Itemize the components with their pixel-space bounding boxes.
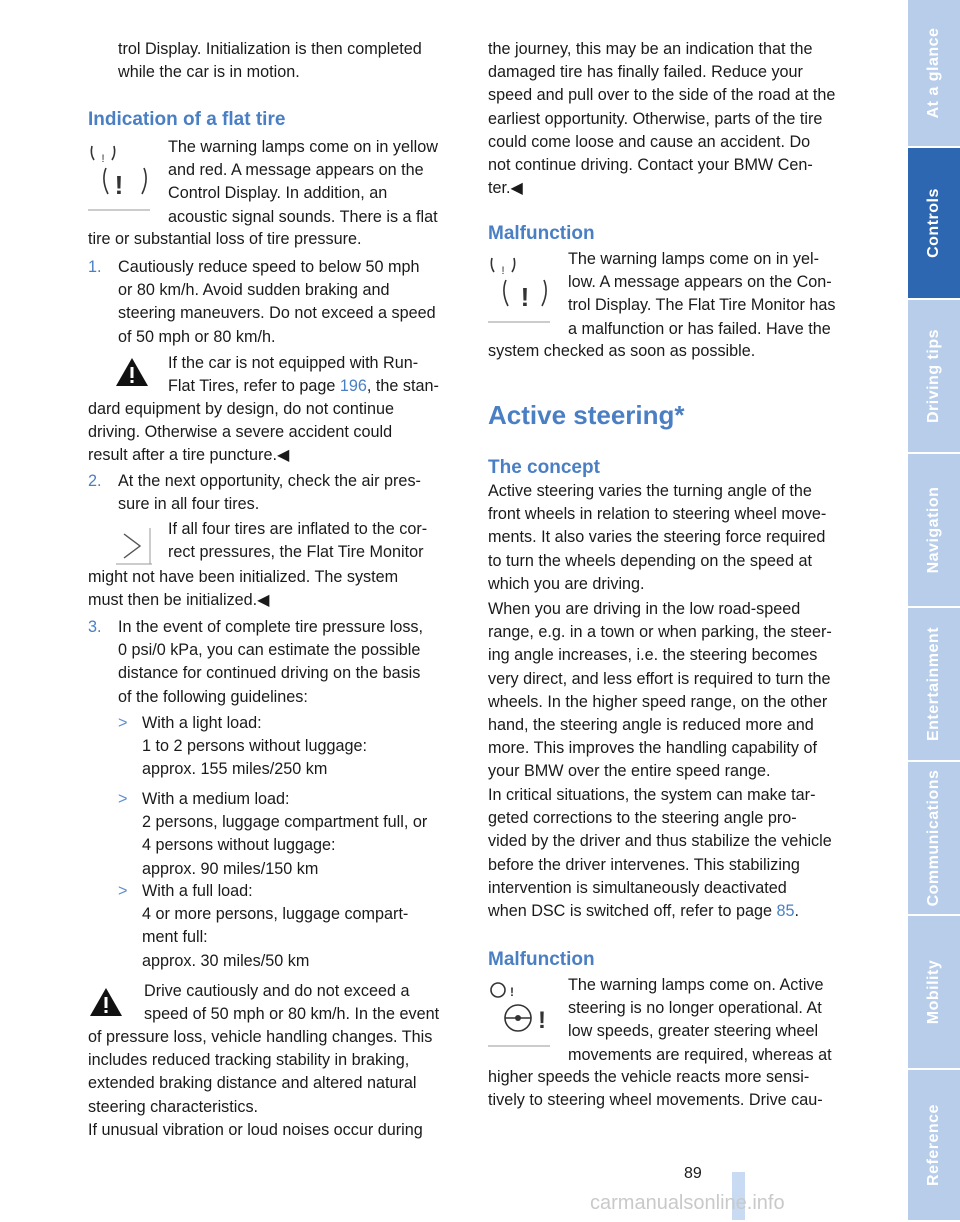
flat-tire-heading: Indication of a flat tire xyxy=(88,109,286,130)
malfunction-heading-2: Malfunction xyxy=(488,949,595,970)
tab-communications[interactable]: Communications xyxy=(908,762,960,916)
svg-text:!: ! xyxy=(114,170,124,200)
watermark: carmanualsonline.info xyxy=(590,1192,785,1214)
concept-heading: The concept xyxy=(488,457,600,478)
step-3: 3. In the event of complete tire pressure loss, 0 psi/0 kPa, you can estimate the possible distance for continued driving on the basis of the following guidelines: xyxy=(88,618,424,706)
step-2-note-cont: might not have been initialized. The system must then be initialized.◀ xyxy=(88,568,399,610)
caution-triangle-icon xyxy=(114,356,150,388)
page-196-link[interactable]: 196 xyxy=(339,377,367,396)
intro-text: trol Display. Initialization is then completed while the car is in motion. xyxy=(118,40,422,82)
pressure-warning: Drive cautiously and do not exceed a speed of 50 mph or 80 km/h. In the event xyxy=(144,982,440,1024)
malfunction-1-text-last: system checked as soon as possible. xyxy=(488,342,756,360)
step-1-warning-cont: dard equipment by design, do not continue driving. Otherwise a severe accident could result after a tire puncture.◀ xyxy=(88,400,394,465)
svg-text:!: ! xyxy=(538,1007,546,1034)
step-1-warning: If the car is not equipped with Run- Flat Tires, refer to page 196, the stan- xyxy=(168,354,439,396)
tab-reference[interactable]: Reference xyxy=(908,1070,960,1222)
concept-p2: When you are driving in the low road-speed range, e.g. in a town or when parking, the steer- ing angle increases, i.e. the steering becomes very direct, and less effort is required to turn the wheels. In the higher speed range, on the other hand, the steering angle is reduced more and more. This improves the handling capability of your BMW over the entire speed range. xyxy=(488,600,832,781)
tire-warning-icon xyxy=(488,254,550,324)
warning-continued: the journey, this may be an indication that the damaged tire has finally failed. Reduce your speed and pull over to the side of the road at the earliest opportunity. Otherwise, parts of the tire could come loose and cause an accident. Do not continue driving. Contact your BMW Cen- ter.◀ xyxy=(488,40,836,198)
svg-text:!: ! xyxy=(101,153,105,165)
page-number: 89 xyxy=(684,1165,702,1182)
pressure-warning-cont: of pressure loss, vehicle handling changes. This includes reduced tracking stability in braking, extended braking distance and altered natural steering characteristics. If unusual vibration or loud noises occur during xyxy=(88,1028,433,1139)
tab-controls[interactable]: Controls xyxy=(908,148,960,300)
step-2-note: If all four tires are inflated to the cor- rect pressures, the Flat Tire Monitor xyxy=(168,520,428,562)
end-mark: ◀ xyxy=(257,591,270,610)
malfunction-heading-1: Malfunction xyxy=(488,223,595,244)
svg-text:!: ! xyxy=(510,985,514,999)
tab-at-a-glance[interactable]: At a glance xyxy=(908,0,960,148)
page-85-link[interactable]: 85 xyxy=(776,902,795,921)
step-2: 2. At the next opportunity, check the air pres- sure in all four tires. xyxy=(88,472,421,514)
caution-triangle-icon xyxy=(88,986,124,1018)
end-mark: ◀ xyxy=(510,179,523,198)
malfunction-2-text-cont: higher speeds the vehicle reacts more sensi- tively to steering wheel movements. Drive cau- xyxy=(488,1068,823,1110)
malfunction-1-text: The warning lamps come on in yel- low. A message appears on the Con- trol Display. The Flat Tire Monitor has a malfunction or has failed. Have the xyxy=(568,250,836,338)
end-mark: ◀ xyxy=(276,446,290,465)
concept-p3: In critical situations, the system can make tar- geted corrections to the steering angle pro- vided by the driver and thus stabilize the vehicle before the driver intervenes. This stabilizing intervention is simultaneously deactivated when DSC is switched off, refer to page 85. xyxy=(488,786,832,921)
active-steering-title: Active steering* xyxy=(488,400,685,430)
malfunction-2-text: The warning lamps come on. Active steering is no longer operational. At low speeds, greater steering wheel movements are required, whereas at xyxy=(568,976,832,1064)
tab-driving-tips[interactable]: Driving tips xyxy=(908,300,960,454)
note-arrow-icon xyxy=(116,526,152,566)
tab-entertainment[interactable]: Entertainment xyxy=(908,608,960,762)
bullet-medium-load: > With a medium load: 2 persons, luggage compartment full, or 4 persons without luggage: approx. 90 miles/150 km xyxy=(118,790,428,878)
tab-mobility[interactable]: Mobility xyxy=(908,916,960,1070)
tire-warning-icon xyxy=(88,142,150,212)
flat-tire-text-last: tire or substantial loss of tire pressure. xyxy=(88,230,362,248)
tab-navigation[interactable]: Navigation xyxy=(908,454,960,608)
bullet-full-load: > With a full load: 4 or more persons, luggage compart- ment full: approx. 30 miles/50 km xyxy=(118,882,409,970)
flat-tire-text: The warning lamps come on in yellow and red. A message appears on the Control Display. In addition, an acoustic signal sounds. There is a flat xyxy=(168,138,438,226)
steering-warning-icon xyxy=(488,978,550,1048)
svg-text:!: ! xyxy=(520,282,530,312)
concept-p1: Active steering varies the turning angle of the front wheels in relation to steering wheel move- ments. It also varies the steering force required to turn the wheels depending on the speed at which you are driving. xyxy=(488,482,827,593)
svg-text:!: ! xyxy=(501,265,505,277)
chapter-sidebar xyxy=(908,0,960,1220)
step-1: 1. Cautiously reduce speed to below 50 mph or 80 km/h. Avoid sudden braking and steering maneuvers. Do not exceed a speed of 50 mph or 80 km/h. xyxy=(88,258,436,346)
bullet-light-load: > With a light load: 1 to 2 persons without luggage: approx. 155 miles/250 km xyxy=(118,714,367,779)
